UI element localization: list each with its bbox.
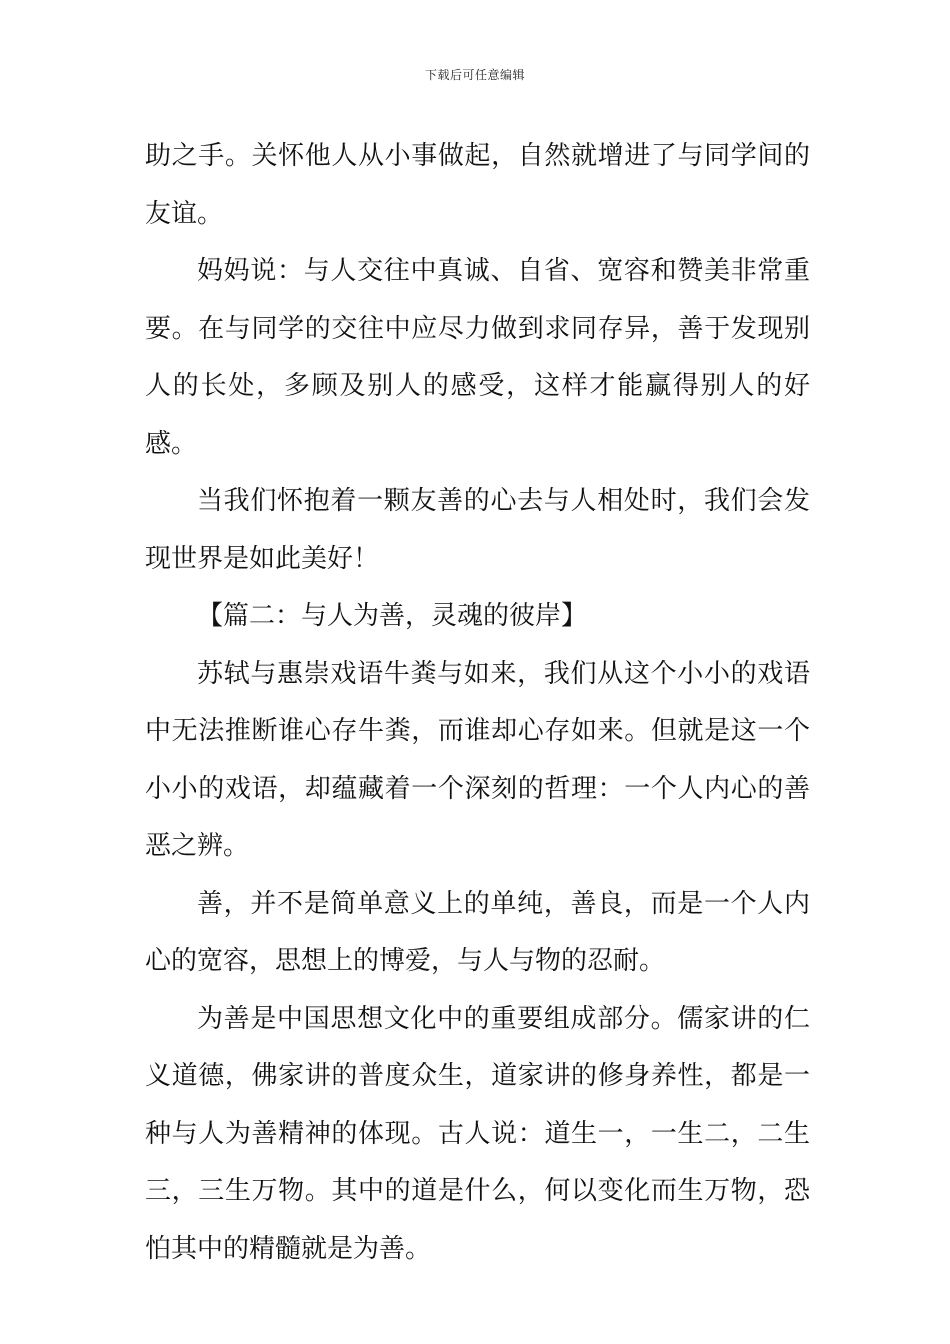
paragraph: 善，并不是简单意义上的单纯，善良，而是一个人内心的宽容，思想上的博爱，与人与物的忍耐。 <box>145 888 810 976</box>
paragraph: 助之手。关怀他人从小事做起，自然就增进了与同学间的友谊。 <box>145 141 810 229</box>
paragraph: 妈妈说：与人交往中真诚、自省、宽容和赞美非常重要。在与同学的交往中应尽力做到求同存异，善于发现别人的长处，多顾及别人的感受，这样才能赢得别人的好感。 <box>145 256 810 459</box>
paragraph: 为善是中国思想文化中的重要组成部分。儒家讲的仁义道德，佛家讲的普度众生，道家讲的修身养性，都是一种与人为善精神的体现。古人说：道生一，一生二，二生三，三生万物。其中的道是什么，何以变化而生万物，恐怕其中的精髓就是为善。 <box>145 1003 810 1264</box>
paragraph: 苏轼与惠崇戏语牛粪与如来，我们从这个小小的戏语中无法推断谁心存牛粪，而谁却心存如来。但就是这一个小小的戏语，却蕴藏着一个深刻的哲理：一个人内心的善恶之辨。 <box>145 658 810 861</box>
paragraph: 当我们怀抱着一颗友善的心去与人相处时，我们会发现世界是如此美好！ <box>145 486 810 574</box>
page-header: 下载后可任意编辑 <box>424 68 525 82</box>
body-text <box>145 128 810 1278</box>
section-heading: 【篇二：与人为善，灵魂的彼岸】 <box>197 601 588 631</box>
